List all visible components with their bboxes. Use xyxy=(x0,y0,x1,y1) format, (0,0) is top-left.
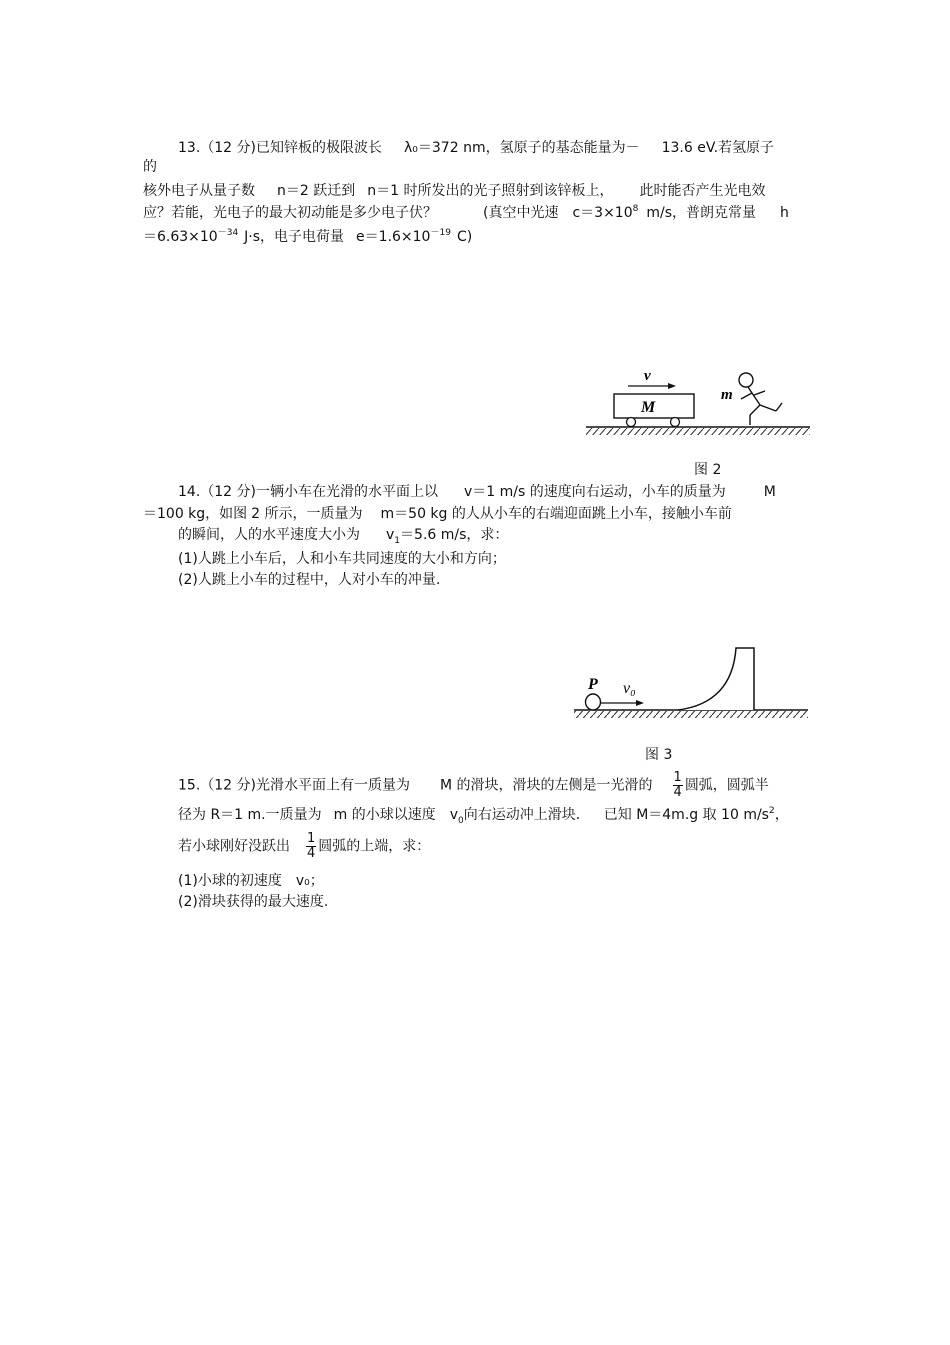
q15-line-3 xyxy=(178,832,430,861)
q15-text: 15.（12 分)光滑水平面上有一质量为 xyxy=(178,777,410,794)
ground-hatch xyxy=(586,428,810,435)
label-P: P xyxy=(588,676,598,693)
q13-text: C) xyxy=(456,229,473,245)
q13-text: n＝2 跃迁到 xyxy=(277,183,356,199)
q13-line-4 xyxy=(143,228,472,246)
q13-text: c＝3×10 xyxy=(572,205,633,221)
q15-text: 圆弧，圆弧半 xyxy=(684,777,769,794)
q13-text: 核外电子从量子数 xyxy=(143,183,255,199)
q15-line-4 xyxy=(178,872,324,890)
subscript: 0 xyxy=(458,815,464,826)
quarter-arc-slider xyxy=(678,648,754,710)
q13-text: 此时能否产生光电效 xyxy=(639,183,766,199)
q13-text: λ₀＝372 nm，氢原子的基态能量为－ xyxy=(404,140,640,156)
q15-text: 向右运动冲上滑块． xyxy=(463,807,590,823)
figure-2-cart-and-person xyxy=(584,365,814,440)
q13-text: (真空中光速 xyxy=(483,205,559,221)
label-v: v xyxy=(644,368,651,384)
figure-3-ball-and-slider xyxy=(572,643,812,723)
q14-text: ＝100 kg，如图 xyxy=(143,506,248,522)
exponent: 8 xyxy=(632,204,639,214)
q13-text: m/s，普朗克常量 xyxy=(646,205,757,221)
cart-wheel xyxy=(627,418,636,427)
q14-line-5: (2)人跳上小车的过程中，人对小车的冲量. xyxy=(178,572,441,588)
q13-text: J·s，电子电荷量 xyxy=(244,229,345,245)
q13-line-2 xyxy=(143,182,765,200)
q15-text: 若小球刚好没跃出 xyxy=(178,838,290,855)
q13-text: e＝1.6×10 xyxy=(356,229,431,245)
q13-text: 应？若能，光电子的最大初动能是多少电子伏？ xyxy=(143,205,437,221)
q14-text: 的瞬间，人的水平速度大小为 xyxy=(178,527,360,543)
q15-text: (1)小球的初速度 xyxy=(178,873,282,889)
q13-text: ＝6.63×10 xyxy=(143,229,218,245)
subscript: 1 xyxy=(394,535,401,546)
figure-2-caption: 图 2 xyxy=(694,462,722,478)
figure-3-caption: 图 3 xyxy=(645,747,673,763)
exponent: 2 xyxy=(768,806,775,816)
q13-line-3 xyxy=(143,204,789,222)
q13-text: h xyxy=(780,205,789,221)
q14-text: 2 所示，一质量为 xyxy=(251,506,363,522)
q13-text: 13.6 eV.若氢原子 xyxy=(661,140,775,156)
fraction-one-quarter: $\frac{1}{4}$ xyxy=(673,770,682,800)
cart-wheel xyxy=(671,418,680,427)
q15-text: 已知 M＝4m.g 取 10 m/s xyxy=(603,807,769,823)
q13-text: 13.（12 分)已知锌板的极限波长 xyxy=(178,140,382,156)
label-m: m xyxy=(721,387,733,403)
q15-text: M 的滑块，滑块的左侧是一光滑的 xyxy=(440,777,653,794)
q14-text: v＝1 m/s 的速度向右运动，小车的质量为 xyxy=(464,484,726,500)
q15-text: 圆弧的上端，求： xyxy=(318,838,431,855)
q15-text: v₀； xyxy=(295,873,324,889)
q14-line-1 xyxy=(178,483,776,501)
exponent: －19 xyxy=(430,228,451,238)
q15-text: 径为 R＝1 m.一质量为 xyxy=(178,807,322,823)
ground-hatch xyxy=(574,711,808,718)
q14-text: ＝5.6 m/s，求： xyxy=(400,527,509,543)
label-M: M xyxy=(641,399,656,416)
q14-line-4: (1)人跳上小车后，人和小车共同速度的大小和方向； xyxy=(178,551,506,567)
q15-text: m 的小球以速度 xyxy=(333,807,436,823)
q14-text: v xyxy=(386,527,395,543)
q15-text: ， xyxy=(774,807,789,823)
q15-line-5: (2)滑块获得的最大速度. xyxy=(178,894,329,910)
jumping-person xyxy=(739,373,782,425)
q13-line-1b: 的 xyxy=(143,159,157,175)
q14-text: m＝50 kg 的人从小车的右端迎面跳上小车，接触小车前 xyxy=(380,506,732,522)
q15-line-2 xyxy=(178,806,789,830)
q15-line-1 xyxy=(178,771,769,800)
q13-text: n＝1 时所发出的光子照射到该锌板上， xyxy=(367,183,614,199)
label-v0: v₀ xyxy=(623,680,636,697)
q15-text: v xyxy=(449,807,459,823)
q14-text: 14.（12 分)一辆小车在光滑的水平面上以 xyxy=(178,484,438,500)
q13-line-1 xyxy=(178,139,774,157)
q14-text: M xyxy=(763,484,776,500)
q14-line-2 xyxy=(143,505,732,523)
fraction-one-quarter: $\frac{1}{4}$ xyxy=(307,831,316,861)
ball-P xyxy=(586,694,601,710)
q14-line-3 xyxy=(178,526,508,550)
exponent: －34 xyxy=(217,228,239,238)
